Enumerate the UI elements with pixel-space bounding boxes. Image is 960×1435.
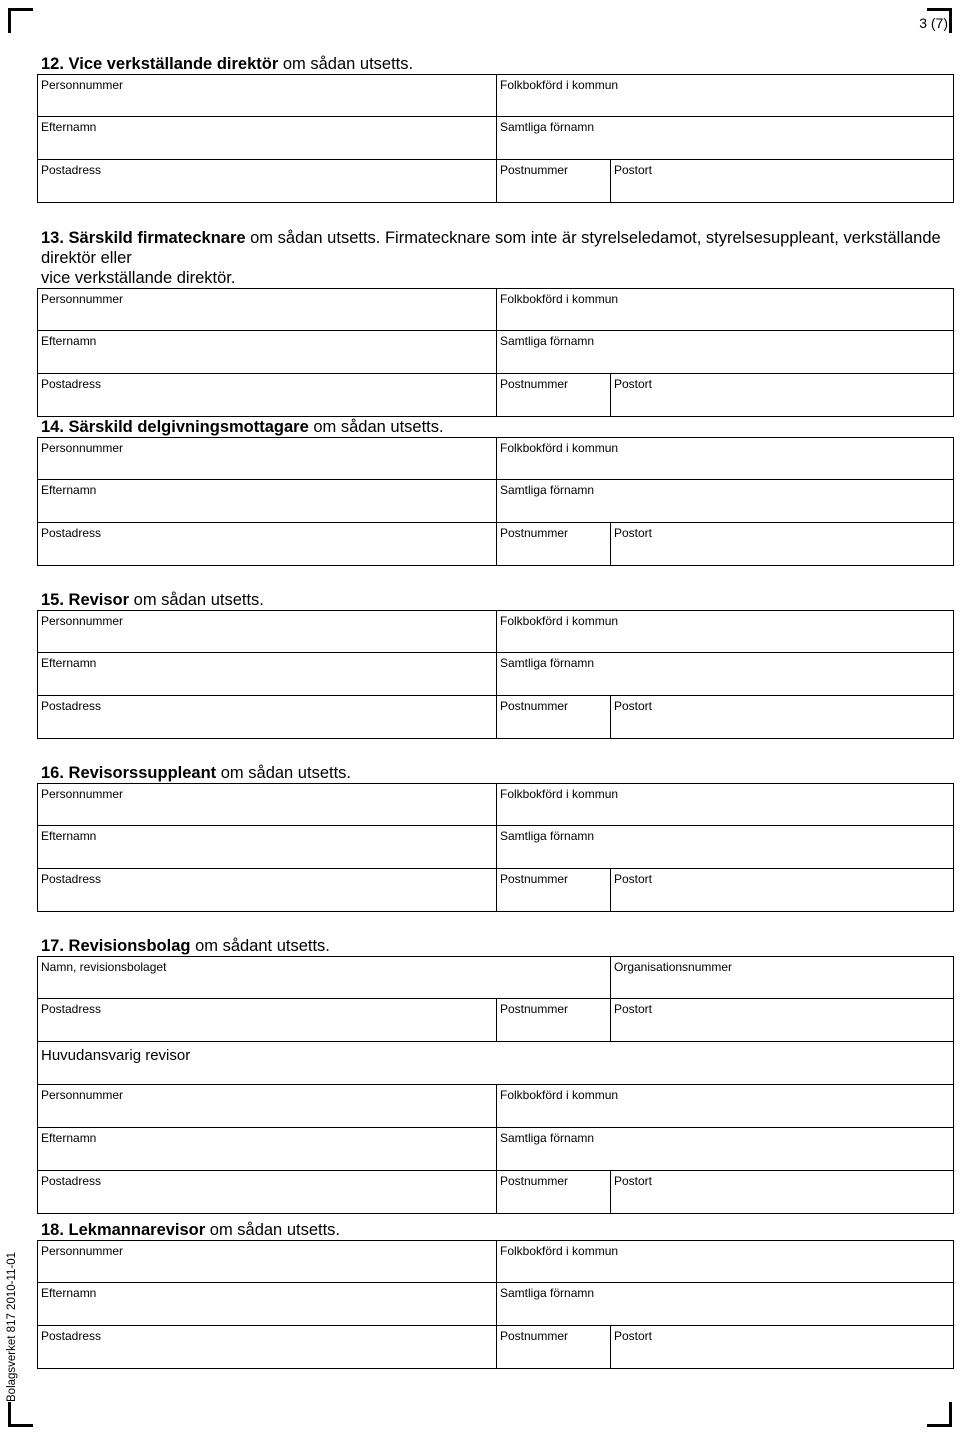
field-label: Postnummer (500, 699, 569, 713)
postort-field[interactable] (610, 1171, 953, 1213)
field-label: Postnummer (500, 163, 569, 177)
heading-text: 18. (41, 1221, 64, 1239)
heading-text: om sådan utsetts. (278, 55, 414, 73)
postadress-field[interactable] (38, 869, 496, 911)
crop-mark-bottom-left (8, 1402, 33, 1427)
heading-text: om sådan utsetts. Firmatecknare som inte är styrelseledamot, styrelsesuppleant, verkställande direktör eller (41, 229, 941, 267)
section-heading (41, 228, 954, 288)
postadress-field[interactable] (38, 999, 496, 1041)
field-label: Postadress (41, 163, 102, 177)
postort-field[interactable] (610, 523, 953, 565)
postort-field[interactable] (610, 999, 953, 1041)
field-label: Personnummer (41, 614, 124, 628)
efternamn-field[interactable] (38, 826, 496, 868)
person-form (37, 74, 954, 203)
huvudansvarig-heading (38, 1041, 953, 1084)
section-14 (37, 417, 954, 566)
field-label: Folkbokförd i kommun (500, 1088, 619, 1102)
field-label: Samtliga förnamn (500, 1131, 595, 1145)
field-label: Efternamn (41, 120, 97, 134)
field-label: Organisationsnummer (614, 960, 733, 974)
fornamn-field[interactable] (496, 826, 953, 868)
postort-field[interactable] (610, 374, 953, 416)
field-label: Samtliga förnamn (500, 656, 595, 670)
field-label: Efternamn (41, 1286, 97, 1300)
postnummer-field[interactable] (496, 1171, 610, 1213)
person-form (37, 1240, 954, 1369)
postort-field[interactable] (610, 869, 953, 911)
field-label: Postadress (41, 1002, 102, 1016)
postnummer-field[interactable] (496, 160, 610, 202)
postnummer-field[interactable] (496, 523, 610, 565)
postort-field[interactable] (610, 696, 953, 738)
field-label: Folkbokförd i kommun (500, 614, 619, 628)
form-id-sidebar: Bolagsverket 817 2010-11-01 (6, 1251, 18, 1402)
heading-text: 15. (41, 591, 64, 609)
postadress-field[interactable] (38, 523, 496, 565)
person-form (37, 437, 954, 566)
page-number: 3 (7) (919, 15, 948, 31)
field-label: Efternamn (41, 1131, 97, 1145)
section-heading (41, 590, 954, 610)
field-label: Postnummer (500, 1002, 569, 1016)
revisionsbolag-form (37, 956, 954, 1214)
efternamn-field[interactable] (38, 117, 496, 159)
heading-text: Vice verkställande direktör (68, 55, 279, 73)
field-label: Postadress (41, 526, 102, 540)
personnummer-field[interactable] (38, 611, 496, 652)
field-label: Postort (614, 377, 653, 391)
postadress-field[interactable] (38, 160, 496, 202)
field-label: Folkbokförd i kommun (500, 1244, 619, 1258)
efternamn-field[interactable] (38, 653, 496, 695)
heading-text: Lekmannarevisor (68, 1221, 206, 1239)
field-label: Efternamn (41, 829, 97, 843)
person-form (37, 783, 954, 912)
section-13 (37, 228, 954, 417)
field-label: Samtliga förnamn (500, 334, 595, 348)
field-label: Namn, revisionsbolaget (41, 960, 167, 974)
fornamn-field[interactable] (496, 331, 953, 373)
fornamn-field[interactable] (496, 653, 953, 695)
heading-text: Revisorssuppleant (68, 764, 217, 782)
field-label: Postadress (41, 1329, 102, 1343)
postnummer-field[interactable] (496, 869, 610, 911)
folkbokford-field[interactable] (496, 75, 953, 116)
field-label: Efternamn (41, 334, 97, 348)
section-heading (41, 763, 954, 783)
fornamn-field[interactable] (496, 117, 953, 159)
heading-text: om sådant utsetts. (190, 937, 330, 955)
heading-text: Revisionsbolag (68, 937, 191, 955)
section-12 (37, 54, 954, 203)
postnummer-field[interactable] (496, 999, 610, 1041)
person-form (37, 288, 954, 417)
field-label: Postort (614, 699, 653, 713)
heading-text: vice verkställande direktör. (41, 269, 236, 287)
section-16 (37, 763, 954, 912)
field-label: Postnummer (500, 526, 569, 540)
personnummer-field[interactable] (38, 289, 496, 330)
field-label: Folkbokförd i kommun (500, 292, 619, 306)
folkbokford-field[interactable] (496, 438, 953, 479)
crop-mark-bottom-right (927, 1402, 952, 1427)
field-label: Samtliga förnamn (500, 829, 595, 843)
postnummer-field[interactable] (496, 696, 610, 738)
field-label: Postort (614, 526, 653, 540)
heading-text: 16. (41, 764, 64, 782)
heading-text: 14. (41, 418, 64, 436)
postnummer-field[interactable] (496, 374, 610, 416)
personnummer-field[interactable] (38, 438, 496, 479)
section-18 (37, 1220, 954, 1369)
section-heading (41, 417, 954, 437)
section-heading (41, 54, 954, 74)
field-label: Postnummer (500, 1174, 569, 1188)
field-label: Samtliga förnamn (500, 120, 595, 134)
efternamn-field[interactable] (38, 1283, 496, 1325)
personnummer-field[interactable] (38, 1241, 496, 1282)
folkbokford-field[interactable] (496, 784, 953, 825)
field-label: Huvudansvarig revisor (41, 1047, 191, 1064)
field-label: Postadress (41, 872, 102, 886)
heading-text: 17. (41, 937, 64, 955)
field-label: Personnummer (41, 292, 124, 306)
field-label: Postadress (41, 699, 102, 713)
personnummer-field[interactable] (38, 1085, 496, 1127)
folkbokford-field[interactable] (496, 1085, 953, 1127)
personnummer-field[interactable] (38, 75, 496, 116)
field-label: Postort (614, 1174, 653, 1188)
postadress-field[interactable] (38, 1171, 496, 1213)
organisationsnummer-field[interactable] (610, 957, 953, 998)
heading-text: om sådan utsetts. (216, 764, 351, 782)
field-label: Postadress (41, 377, 102, 391)
field-label: Personnummer (41, 441, 124, 455)
fornamn-field[interactable] (496, 480, 953, 522)
field-label: Postnummer (500, 1329, 569, 1343)
field-label: Postort (614, 163, 653, 177)
heading-text: om sådan utsetts. (205, 1221, 341, 1239)
folkbokford-field[interactable] (496, 1241, 953, 1282)
section-heading (41, 936, 954, 956)
efternamn-field[interactable] (38, 331, 496, 373)
field-label: Personnummer (41, 1088, 124, 1102)
person-form (37, 610, 954, 739)
folkbokford-field[interactable] (496, 611, 953, 652)
efternamn-field[interactable] (38, 480, 496, 522)
personnummer-field[interactable] (38, 784, 496, 825)
field-label: Postort (614, 1002, 653, 1016)
field-label: Folkbokförd i kommun (500, 787, 619, 801)
field-label: Samtliga förnamn (500, 1286, 595, 1300)
section-17 (37, 936, 954, 1214)
fornamn-field[interactable] (496, 1128, 953, 1170)
field-label: Efternamn (41, 483, 97, 497)
field-label: Personnummer (41, 1244, 124, 1258)
efternamn-field[interactable] (38, 1128, 496, 1170)
heading-text: om sådan utsetts. (308, 418, 444, 436)
field-label: Personnummer (41, 787, 124, 801)
crop-mark-top-left (8, 8, 33, 33)
heading-text: om sådan utsetts. (129, 591, 264, 609)
field-label: Postort (614, 1329, 653, 1343)
revisionsbolag-name-field[interactable] (38, 957, 610, 998)
field-label: Folkbokförd i kommun (500, 441, 619, 455)
field-label: Folkbokförd i kommun (500, 78, 619, 92)
postort-field[interactable] (610, 1326, 953, 1368)
folkbokford-field[interactable] (496, 289, 953, 330)
postort-field[interactable] (610, 160, 953, 202)
heading-text: 12. (41, 55, 64, 73)
section-heading (41, 1220, 954, 1240)
postadress-field[interactable] (38, 374, 496, 416)
heading-text: Särskild firmatecknare (68, 229, 246, 247)
postadress-field[interactable] (38, 1326, 496, 1368)
field-label: Postnummer (500, 872, 569, 886)
fornamn-field[interactable] (496, 1283, 953, 1325)
field-label: Postadress (41, 1174, 102, 1188)
field-label: Postnummer (500, 377, 569, 391)
section-15 (37, 590, 954, 739)
heading-text: 13. (41, 229, 64, 247)
field-label: Efternamn (41, 656, 97, 670)
heading-text: Särskild delgivningsmottagare (68, 418, 309, 436)
postadress-field[interactable] (38, 696, 496, 738)
field-label: Personnummer (41, 78, 124, 92)
field-label: Postort (614, 872, 653, 886)
postnummer-field[interactable] (496, 1326, 610, 1368)
heading-text: Revisor (68, 591, 130, 609)
field-label: Samtliga förnamn (500, 483, 595, 497)
